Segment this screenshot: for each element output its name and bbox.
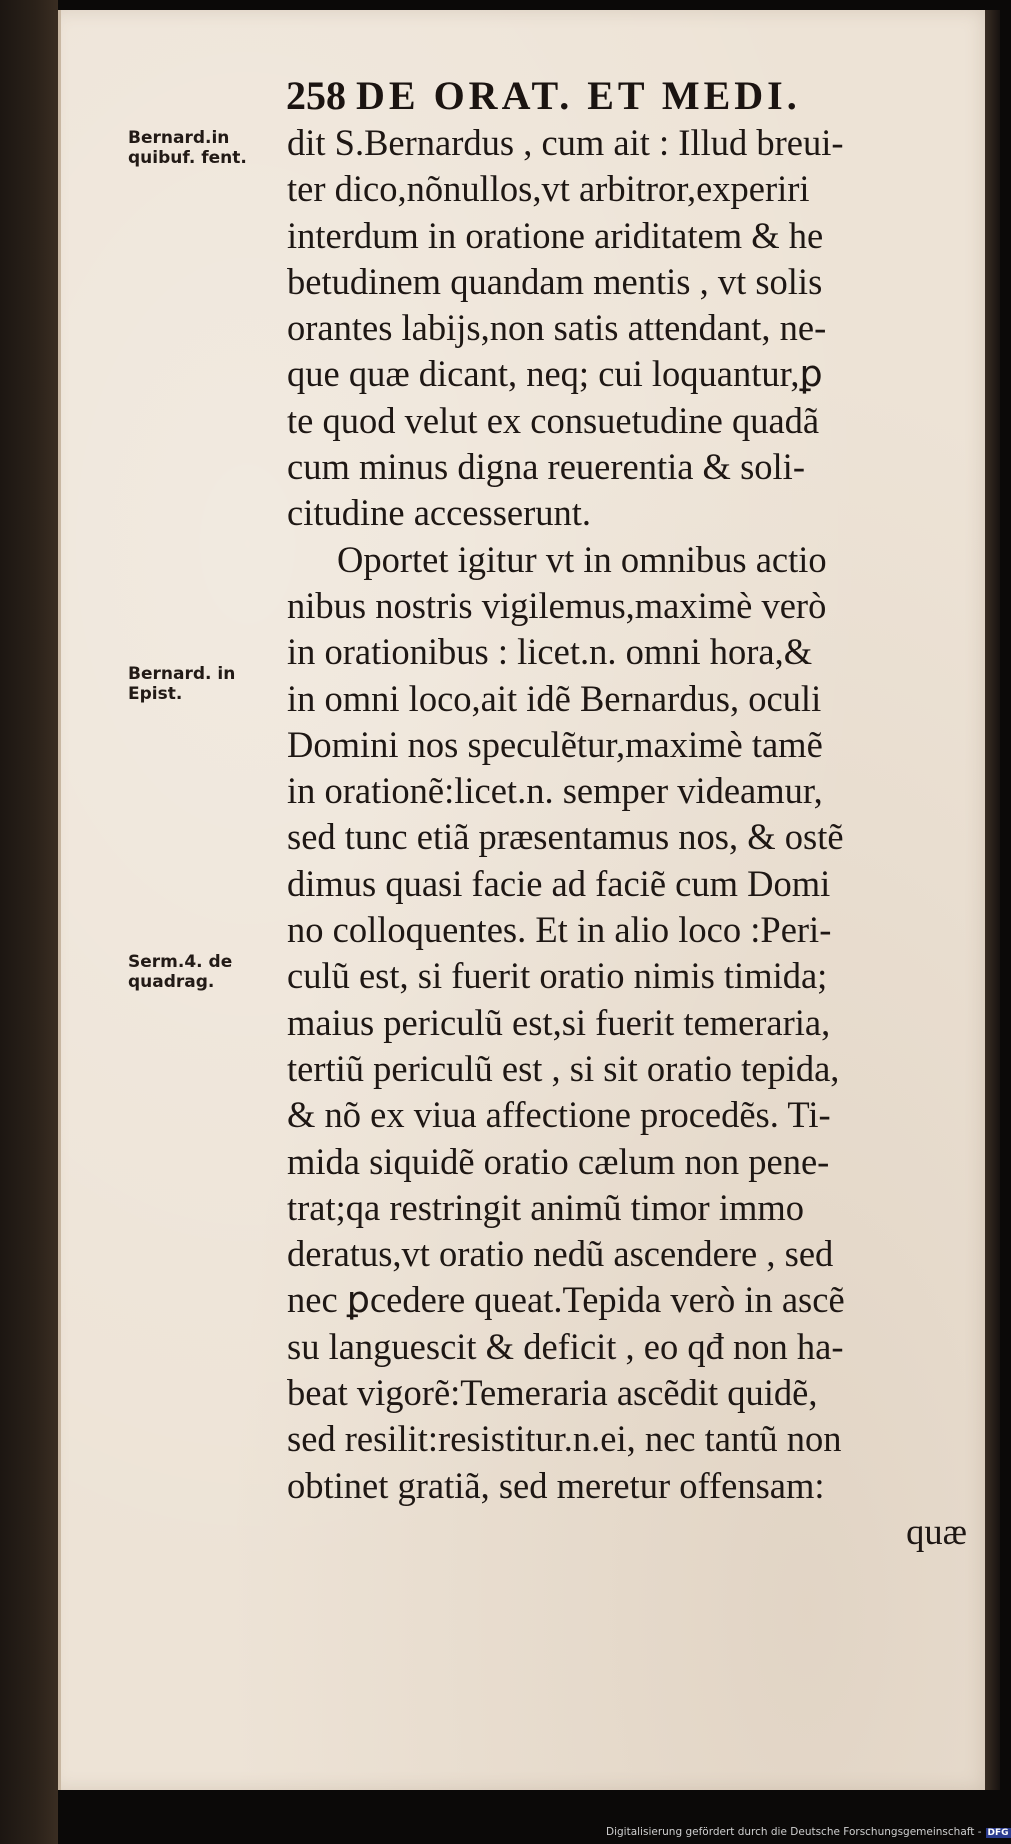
text-line: trat;qa restringit animũ timor immo (287, 1186, 804, 1228)
text-line: cum minus digna reuerentia & soli- (287, 446, 805, 488)
text-line: betudinem quandam mentis , vt solis (287, 260, 823, 302)
text-line: te quod velut ex consuetudine quadã (287, 399, 820, 441)
text-line: citudine accesserunt. (287, 492, 592, 534)
marginal-note-line: Bernard.in (128, 128, 230, 148)
paragraph-start-line: Oportet igitur vt in omnibus actio (337, 538, 827, 580)
text-line: su languescit & deficit , eo qđ non ha- (287, 1325, 844, 1367)
body-text (287, 120, 977, 1555)
text-line: dit S.Bernardus , cum ait : Illud breui- (287, 122, 844, 163)
marginal-note-line: quadrag. (128, 972, 215, 992)
page-fore-edge (985, 10, 1000, 1790)
page-number: 258 (286, 73, 346, 118)
text-line: Domini nos speculẽtur,maximè tamẽ (287, 723, 823, 765)
text-line: in omni loco,ait idẽ Bernardus, oculi (287, 677, 822, 719)
text-line: beat vigorẽ:Temeraria ascẽdit quidẽ, (287, 1372, 818, 1414)
text-line: in orationibus : licet.n. omni hora,& (287, 631, 813, 673)
text-line: que quæ dicant, neq; cui loquantur,ꝑ (287, 353, 823, 395)
catchword: quæ (906, 1510, 967, 1552)
dfg-logo: DFG (987, 1828, 1009, 1838)
text-line: interdum in oratione ariditatem & he (287, 214, 824, 256)
text-line: deratus,vt oratio nedũ ascendere , sed (287, 1233, 834, 1275)
text-line: tertiũ periculũ est , si sit oratio tepida, (287, 1047, 840, 1089)
marginal-note-line: quibuf. fent. (128, 148, 247, 168)
text-line: no colloquentes. Et in alio loco :Peri- (287, 909, 832, 951)
text-line: ter dico,nõnullos,vt arbitror,experiri (287, 168, 810, 210)
text-line: culũ est, si fuerit oratio nimis timida; (287, 955, 828, 997)
marginal-note (128, 664, 288, 704)
text-line: obtinet gratiã, sed meretur offensam: (287, 1464, 825, 1506)
text-line: in orationẽ:licet.n. semper videamur, (287, 770, 823, 812)
text-line: nibus nostris vigilemus,maximè verò (287, 584, 827, 626)
text-line: & nõ ex viua affectione procedẽs. Ti- (287, 1094, 831, 1136)
marginal-note (128, 952, 288, 992)
text-line: nec ꝑcedere queat.Tepida verò in ascẽ (287, 1279, 845, 1321)
text-line: sed tunc etiã præsentamus nos, & ostẽ (287, 816, 844, 858)
running-title: DE ORAT. ET MEDI. (356, 73, 801, 118)
book-binding-edge (0, 0, 58, 1844)
text-line: orantes labijs,non satis attendant, ne- (287, 307, 827, 349)
text-line: maius periculũ est,si fuerit temeraria, (287, 1001, 831, 1043)
marginal-note-line: Epist. (128, 684, 183, 704)
marginal-note-line: Serm.4. de (128, 952, 233, 972)
running-head (286, 72, 801, 119)
text-line: sed resilit:resistitur.n.ei, nec tantũ non (287, 1418, 842, 1460)
marginal-note-line: Bernard. in (128, 664, 236, 684)
text-line: dimus quasi facie ad faciẽ cum Domi (287, 862, 831, 904)
digitization-credit (606, 1826, 1011, 1838)
text-line: mida siquidẽ oratio cælum non pene- (287, 1140, 830, 1182)
credit-text: Digitalisierung gefördert durch die Deutsche Forschungsgemeinschaft - (606, 1826, 982, 1838)
marginal-note (128, 128, 288, 168)
